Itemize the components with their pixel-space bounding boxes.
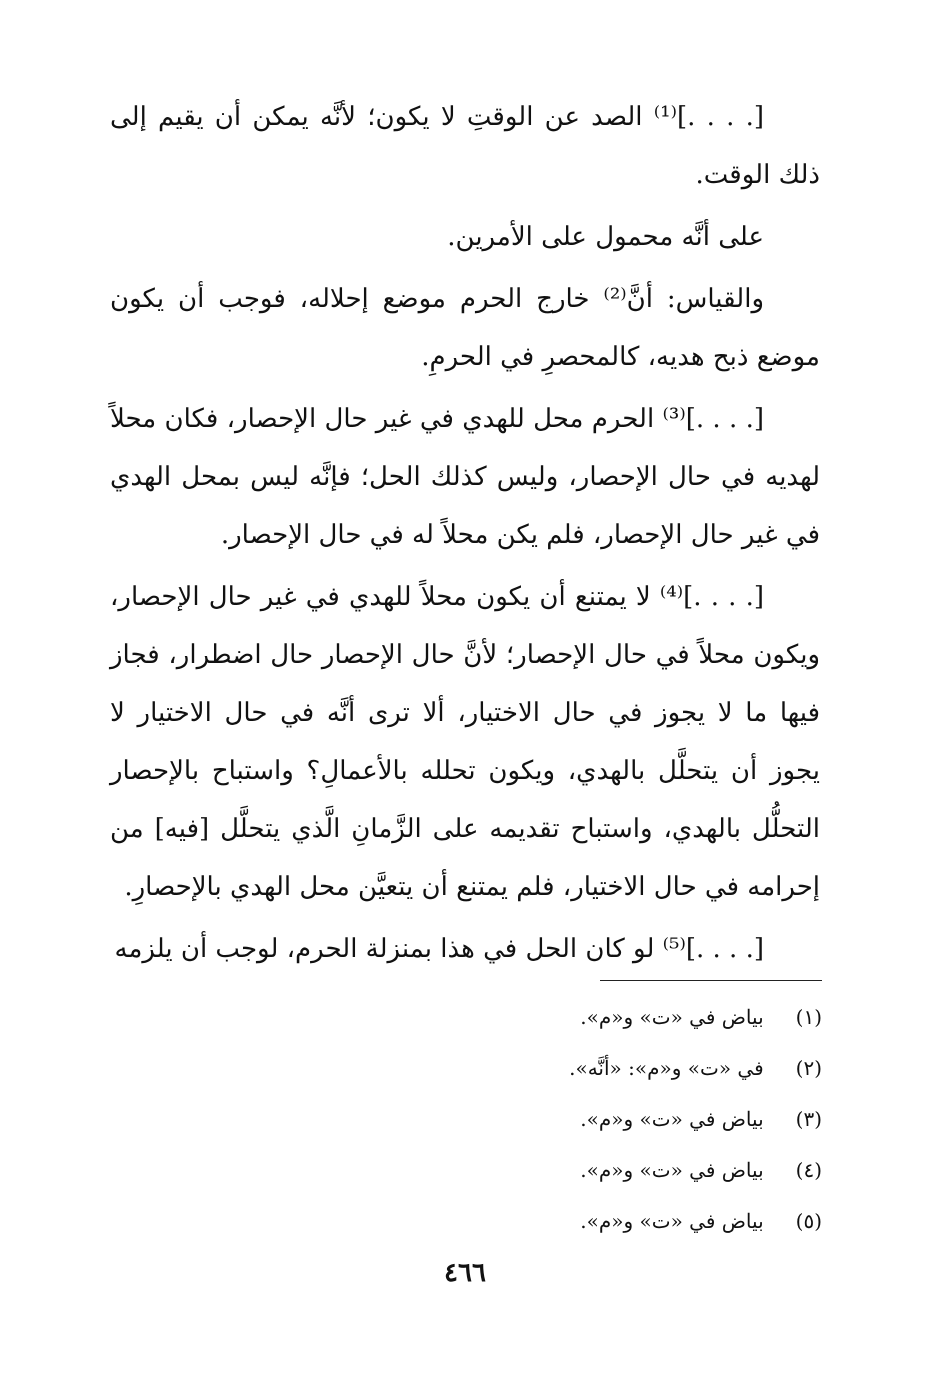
footnote-divider bbox=[600, 980, 822, 981]
footnote-item bbox=[382, 1043, 822, 1094]
footnote-item bbox=[382, 1094, 822, 1145]
footnote-number: (٣) bbox=[795, 1107, 822, 1131]
footnote-number: (١) bbox=[795, 1005, 822, 1029]
paragraph-6: [. . . .]⁽⁵⁾ لو كان الحل في هذا بمنزلة الحرم، لوجب أن يلزمه bbox=[114, 934, 764, 964]
footnote-number: (٥) bbox=[795, 1209, 822, 1233]
footnote-number: (٤) bbox=[795, 1158, 822, 1182]
paragraph-3: والقياس: أنَّ⁽²⁾ خارج الحرم موضع إحلاله، فوجب أن يكون موضع ذبح هديه، كالمحصرِ في الحرمِ. bbox=[110, 284, 820, 372]
paragraph-5: [. . . .]⁽⁴⁾ لا يمتنع أن يكون محلاً للهدي في غير حال الإحصار، ويكون محلاً في حال الإحصار؛ لأنَّ حال الإحصار حال اضطرار، فجاز فيها ما لا يجوز في حال الاختيار، ألا ترى أنَّه في حال الاختيار لا يجوز أن يتحلَّل بالهدي، ويكون تحلله بالأعمالِ؟ واستباح بالإحصار التحلُّل بالهدي، واستباح تقديمه على الزَّمانِ الَّذي يتحلَّل [فيه] من إحرامه في حال الاختيار، فلم يمتنع أن يتعيَّن محل الهدي بالإحصارِ. bbox=[110, 582, 820, 902]
footnote-item bbox=[382, 1196, 822, 1247]
footnotes bbox=[382, 992, 822, 1247]
footnote-item bbox=[382, 992, 822, 1043]
paragraph-1: [. . . .]⁽¹⁾ الصد عن الوقتِ لا يكون؛ لأنَّه يمكن أن يقيم إلى ذلك الوقت. bbox=[110, 102, 820, 190]
footnote-text: بياض في «ت» و«م». bbox=[580, 1005, 764, 1029]
footnote-text: بياض في «ت» و«م». bbox=[580, 1209, 764, 1233]
paragraph-4: [. . . .]⁽³⁾ الحرم محل للهدي في غير حال الإحصار، فكان محلاً لهديه في حال الإحصار، وليس كذلك الحل؛ فإنَّه ليس بمحل الهدي في غير حال الإحصار، فلم يكن محلاً له في حال الإحصار. bbox=[110, 404, 820, 550]
footnote-text: بياض في «ت» و«م». bbox=[580, 1107, 764, 1131]
page-number: ٤٦٦ bbox=[444, 1258, 486, 1288]
paragraph-2: على أنَّه محمول على الأمرين. bbox=[447, 222, 764, 252]
footnote-item bbox=[382, 1145, 822, 1196]
footnote-number: (٢) bbox=[795, 1056, 822, 1080]
footnote-text: في «ت» و«م»: «أنَّه». bbox=[569, 1056, 764, 1080]
main-text bbox=[110, 88, 820, 982]
footnote-text: بياض في «ت» و«م». bbox=[580, 1158, 764, 1182]
